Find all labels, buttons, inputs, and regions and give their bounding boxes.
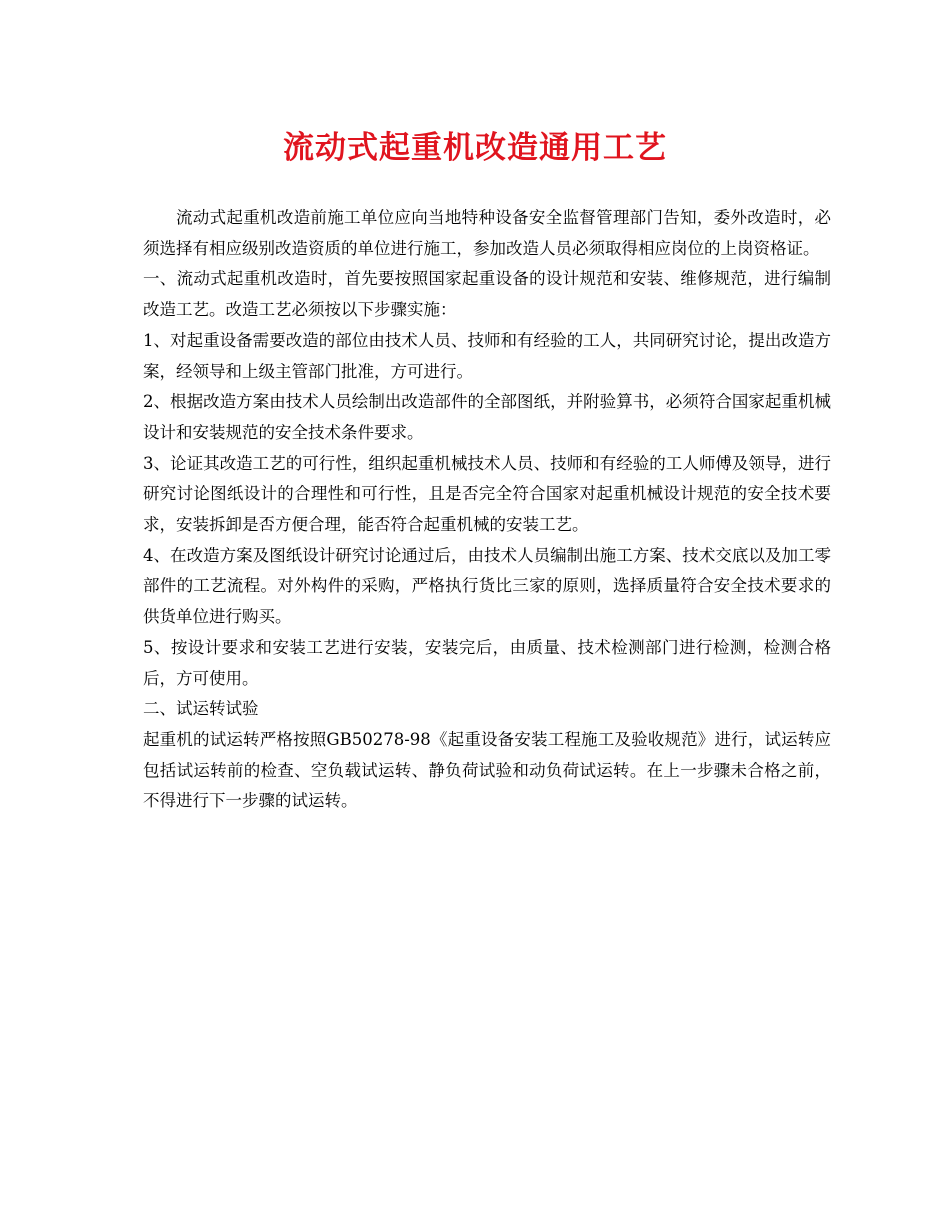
- document-body: [143, 203, 831, 817]
- paragraph-intro: 流动式起重机改造前施工单位应向当地特种设备安全监督管理部门告知，委外改造时，必须选择有相应级别改造资质的单位进行施工，参加改造人员必须取得相应岗位的上岗资格证。: [143, 208, 831, 258]
- paragraph-step-3: 3、论证其改造工艺的可行性，组织起重机械技术人员、技师和有经验的工人师傅及领导，进行研究讨论图纸设计的合理性和可行性，且是否完全符合国家对起重机械设计规范的安全技术要求，安装拆卸是否方便合理，能否符合起重机械的安装工艺。: [143, 453, 831, 535]
- paragraph-step-4: 4、在改造方案及图纸设计研究讨论通过后，由技术人员编制出施工方案、技术交底以及加工零部件的工艺流程。对外构件的采购，严格执行货比三家的原则，选择质量符合安全技术要求的供货单位进行购买。: [143, 545, 831, 627]
- paragraph-step-5: 5、按设计要求和安装工艺进行安装，安装完后，由质量、技术检测部门进行检测，检测合格后，方可使用。: [143, 637, 831, 688]
- paragraph-section-2: 二、试运转试验: [143, 699, 259, 719]
- document-title: 流动式起重机改造通用工艺: [283, 130, 667, 166]
- paragraph-section-1: 一、流动式起重机改造时，首先要按照国家起重设备的设计规范和安装、维修规范，进行编制改造工艺。改造工艺必须按以下步骤实施：: [143, 269, 831, 320]
- paragraph-trial-run: 起重机的试运转严格按照GB50278-98《起重设备安装工程施工及验收规范》进行，试运转应包括试运转前的检查、空负载试运转、静负荷试验和动负荷试运转。在上一步骤未合格之前，不得进行下一步骤的试运转。: [143, 729, 831, 811]
- paragraph-step-1: 1、对起重设备需要改造的部位由技术人员、技师和有经验的工人，共同研究讨论，提出改造方案，经领导和上级主管部门批准，方可进行。: [143, 330, 831, 381]
- paragraph-step-2: 2、根据改造方案由技术人员绘制出改造部件的全部图纸，并附验算书，必须符合国家起重机械设计和安装规范的安全技术条件要求。: [143, 392, 831, 442]
